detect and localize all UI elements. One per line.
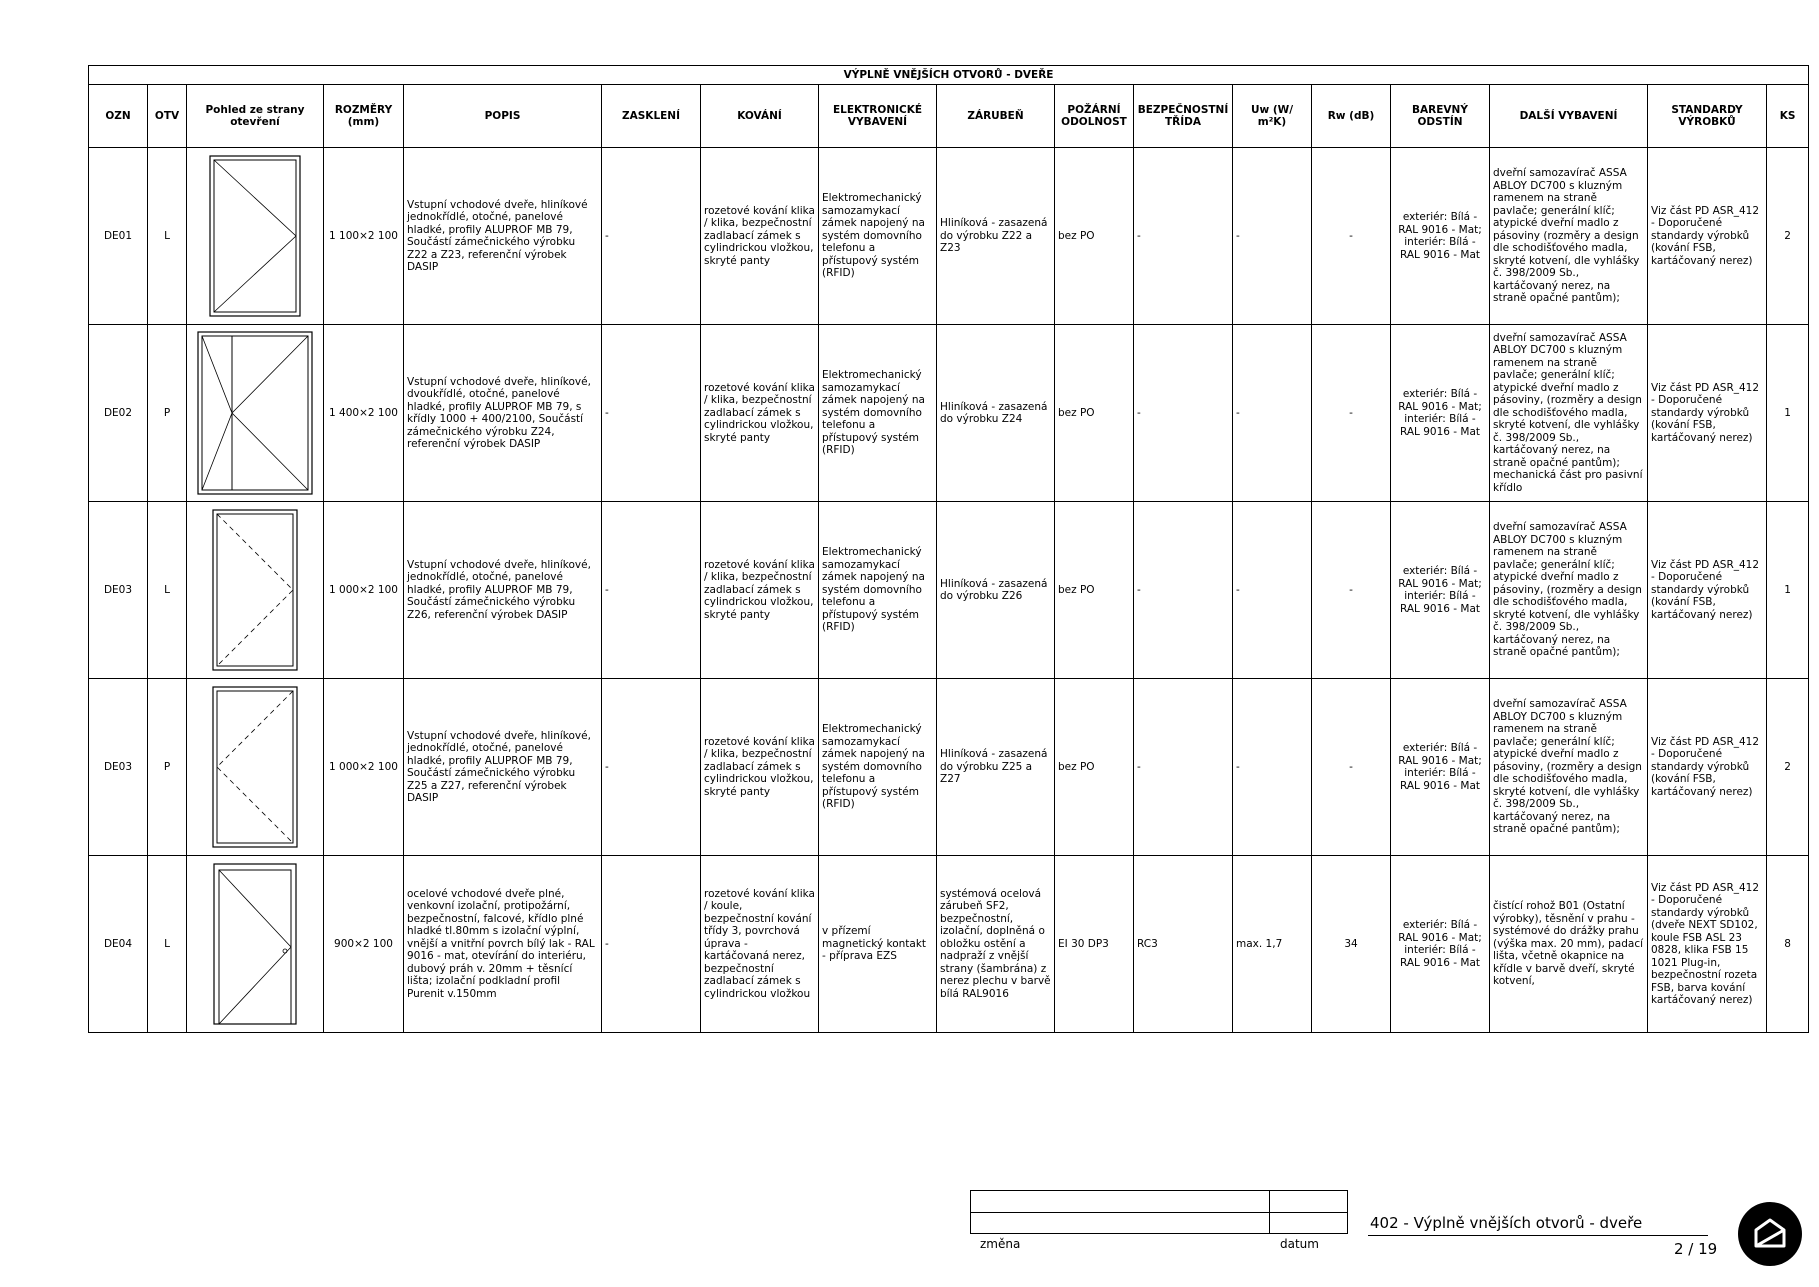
cell-zarubne: systémová ocelová zárubeň SF2, bezpečnostní, izolační, doplněná o obložku ostění a nadpraží z vnější strany (šambrána) z nerez plechu v barvě bílá RAL9016	[937, 856, 1055, 1033]
header-zarubne: ZÁRUBEŇ	[937, 85, 1055, 148]
cell-elektro: Elektromechanický samozamykací zámek napojený na systém domovního telefonu a přístupový systém (RFID)	[819, 325, 937, 502]
table-row	[89, 679, 1809, 856]
cell-rozmery: 1 000×2 100	[324, 679, 404, 856]
cell-barva: exteriér: Bílá - RAL 9016 - Mat; interiér: Bílá - RAL 9016 - Mat	[1391, 856, 1490, 1033]
header-dalsi: DALŠÍ VYBAVENÍ	[1490, 85, 1648, 148]
cell-uw: max. 1,7	[1233, 856, 1312, 1033]
cell-zaskleni: -	[602, 679, 701, 856]
header-ks: KS	[1767, 85, 1809, 148]
steel-door-icon	[213, 863, 297, 1025]
single-door-left-icon	[209, 155, 301, 317]
table-row	[89, 502, 1809, 679]
cell-dalsi: dveřní samozavírač ASSA ABLOY DC700 s kluzným ramenem na straně pavlače; generální klíč; atypické dveřní madlo z pásoviny (rozměry a design dle schodišťového madla, skryté kotvení, dle vyhlášky č. 398/2009 Sb., kartáčovaný nerez, na straně opačné pantům);	[1490, 148, 1648, 325]
cell-otv: L	[148, 502, 187, 679]
cell-uw: -	[1233, 148, 1312, 325]
cell-pozarni: bez PO	[1055, 502, 1134, 679]
door-elevation-drawing	[187, 679, 324, 856]
cell-barva: exteriér: Bílá - RAL 9016 - Mat; interiér: Bílá - RAL 9016 - Mat	[1391, 502, 1490, 679]
cell-ozn: DE04	[89, 856, 148, 1033]
revision-box	[970, 1190, 1348, 1234]
header-elektro: ELEKTRONICKÉ VYBAVENÍ	[819, 85, 937, 148]
cell-popis: Vstupní vchodové dveře, hliníkové, jednokřídlé, otočné, panelové hladké, profily ALUPROF MB 79, Součástí zámečnického výrobku Z25 a Z27, referenční výrobek DASIP	[404, 679, 602, 856]
cell-rozmery: 1 000×2 100	[324, 502, 404, 679]
cell-ozn: DE01	[89, 148, 148, 325]
cell-bezpecnost: RC3	[1134, 856, 1233, 1033]
single-door-left-icon	[212, 509, 298, 671]
cell-ks: 2	[1767, 679, 1809, 856]
cell-kovani: rozetové kování klika / klika, bezpečnostní zadlabací zámek s cylindrickou vložkou, skryté panty	[701, 679, 819, 856]
header-rozmery: ROZMĚRY (mm)	[324, 85, 404, 148]
cell-rw: 34	[1312, 856, 1391, 1033]
cell-pozarni: bez PO	[1055, 148, 1134, 325]
cell-kovani: rozetové kování klika / koule, bezpečnostní kování třídy 3, povrchová úprava - kartáčovaná nerez, bezpečnostní zadlabací zámek s cylindrickou vložkou	[701, 856, 819, 1033]
cell-bezpecnost: -	[1134, 502, 1233, 679]
header-zaskleni: ZASKLENÍ	[602, 85, 701, 148]
cell-elektro: Elektromechanický samozamykací zámek napojený na systém domovního telefonu a přístupový systém (RFID)	[819, 148, 937, 325]
cell-zaskleni: -	[602, 325, 701, 502]
table-title: VÝPLNĚ VNĚJŠÍCH OTVORŮ - DVEŘE	[89, 66, 1809, 85]
cell-pozarni: bez PO	[1055, 679, 1134, 856]
cell-otv: L	[148, 856, 187, 1033]
revision-divider	[971, 1212, 1347, 1213]
cell-zaskleni: -	[602, 856, 701, 1033]
door-elevation-drawing	[187, 148, 324, 325]
cell-barva: exteriér: Bílá - RAL 9016 - Mat; interiér: Bílá - RAL 9016 - Mat	[1391, 679, 1490, 856]
cell-dalsi: dveřní samozavírač ASSA ABLOY DC700 s kluzným ramenem na straně pavlače; generální klíč; atypické dveřní madlo z pásoviny, (rozměry a design dle schodišťového madla, skryté kotvení, dle vyhlášky č. 398/2009 Sb., kartáčovaný nerez, na straně opačné pantům); mechanická část pro pasivní křídlo	[1490, 325, 1648, 502]
cell-standardy: Viz část PD ASR_412 - Doporučené standardy výrobků (kování FSB, kartáčovaný nerez)	[1648, 148, 1767, 325]
cell-popis: Vstupní vchodové dveře, hliníkové, dvoukřídlé, otočné, panelové hladké, profily ALUPROF MB 79, s křídly 1000 + 400/2100, Součástí zámečnického výrobku Z24, referenční výrobek DASIP	[404, 325, 602, 502]
cell-kovani: rozetové kování klika / klika, bezpečnostní zadlabací zámek s cylindrickou vložkou, skryté panty	[701, 148, 819, 325]
sheet-title: 402 - Výplně vnějších otvorů - dveře	[1370, 1214, 1643, 1232]
cell-uw: -	[1233, 325, 1312, 502]
cell-popis: ocelové vchodové dveře plné, venkovní izolační, protipožární, bezpečnostní, falcové, křídlo plné hladké tl.80mm s izolační výplní, vnější a vnitřní povrch bílý lak - RAL 9016 - mat, otevírání do interiéru, dubový práh v. 20mm + těsnící lišta; izolační podkladní profil Purenit v.150mm	[404, 856, 602, 1033]
cell-ks: 8	[1767, 856, 1809, 1033]
header-popis: POPIS	[404, 85, 602, 148]
header-rw: Rw (dB)	[1312, 85, 1391, 148]
cell-bezpecnost: -	[1134, 679, 1233, 856]
sheet-title-underline	[1368, 1235, 1708, 1236]
revision-divider	[1269, 1191, 1270, 1233]
cell-dalsi: čistící rohož B01 (Ostatní výrobky), těsnění v prahu - systémové do drážky prahu (výška max. 20 mm), padací lišta, včetně okapnice na křídle v barvě dveří, skryté kotvení,	[1490, 856, 1648, 1033]
cell-standardy: Viz část PD ASR_412 - Doporučené standardy výrobků (dveře NEXT SD102, koule FSB ASL 23 0828, klika FSB 15 1021 Plug-in, bezpečnostní rozeta FSB, barva kování kartáčovaný nerez)	[1648, 856, 1767, 1033]
cell-popis: Vstupní vchodové dveře, hliníkové, jednokřídlé, otočné, panelové hladké, profily ALUPROF MB 79, Součástí zámečnického výrobku Z26, referenční výrobek DASIP	[404, 502, 602, 679]
header-pohled: Pohled ze strany otevření	[187, 85, 324, 148]
cell-otv: P	[148, 325, 187, 502]
table-row	[89, 325, 1809, 502]
header-pozarni: POŽÁRNÍ ODOLNOST	[1055, 85, 1134, 148]
cell-otv: P	[148, 679, 187, 856]
header-barva: BAREVNÝ ODSTÍN	[1391, 85, 1490, 148]
cell-zarubne: Hliníková - zasazená do výrobku Z26	[937, 502, 1055, 679]
cell-elektro: Elektromechanický samozamykací zámek napojený na systém domovního telefonu a přístupový systém (RFID)	[819, 502, 937, 679]
cell-uw: -	[1233, 502, 1312, 679]
datum-label: datum	[1280, 1237, 1319, 1251]
cell-rw: -	[1312, 679, 1391, 856]
cell-standardy: Viz část PD ASR_412 - Doporučené standardy výrobků (kování FSB, kartáčovaný nerez)	[1648, 502, 1767, 679]
door-elevation-drawing	[187, 856, 324, 1033]
company-logo-icon	[1738, 1202, 1802, 1266]
door-elevation-drawing	[187, 325, 324, 502]
cell-elektro: Elektromechanický samozamykací zámek napojený na systém domovního telefonu a přístupový systém (RFID)	[819, 679, 937, 856]
cell-ks: 1	[1767, 502, 1809, 679]
header-otv: OTV	[148, 85, 187, 148]
cell-zarubne: Hliníková - zasazená do výrobku Z22 a Z23	[937, 148, 1055, 325]
single-door-right-icon	[212, 686, 298, 848]
header-ozn: OZN	[89, 85, 148, 148]
cell-ks: 1	[1767, 325, 1809, 502]
cell-bezpecnost: -	[1134, 325, 1233, 502]
cell-pozarni: bez PO	[1055, 325, 1134, 502]
header-bezpecnost: BEZPEČNOSTNÍ TŘÍDA	[1134, 85, 1233, 148]
cell-standardy: Viz část PD ASR_412 - Doporučené standardy výrobků (kování FSB, kartáčovaný nerez)	[1648, 679, 1767, 856]
cell-barva: exteriér: Bílá - RAL 9016 - Mat; interiér: Bílá - RAL 9016 - Mat	[1391, 148, 1490, 325]
cell-ks: 2	[1767, 148, 1809, 325]
cell-dalsi: dveřní samozavírač ASSA ABLOY DC700 s kluzným ramenem na straně pavlače; generální klíč; atypické dveřní madlo z pásoviny, (rozměry a design dle schodišťového madla, skryté kotvení, dle vyhlášky č. 398/2009 Sb., kartáčovaný nerez, na straně opačné pantům);	[1490, 679, 1648, 856]
door-schedule-table	[88, 65, 1809, 1033]
cell-zarubne: Hliníková - zasazená do výrobku Z24	[937, 325, 1055, 502]
cell-ozn: DE03	[89, 502, 148, 679]
cell-ozn: DE03	[89, 679, 148, 856]
cell-kovani: rozetové kování klika / klika, bezpečnostní zadlabací zámek s cylindrickou vložkou, skryté panty	[701, 502, 819, 679]
cell-rozmery: 1 400×2 100	[324, 325, 404, 502]
header-uw: Uw (W/ m²K)	[1233, 85, 1312, 148]
table-row	[89, 148, 1809, 325]
cell-standardy: Viz část PD ASR_412 - Doporučené standardy výrobků (kování FSB, kartáčovaný nerez)	[1648, 325, 1767, 502]
cell-zaskleni: -	[602, 502, 701, 679]
cell-dalsi: dveřní samozavírač ASSA ABLOY DC700 s kluzným ramenem na straně pavlače; generální klíč; atypické dveřní madlo z pásoviny, (rozměry a design dle schodišťového madla, skryté kotvení, dle vyhlášky č. 398/2009 Sb., kartáčovaný nerez, na straně opačné pantům);	[1490, 502, 1648, 679]
cell-zarubne: Hliníková - zasazená do výrobku Z25 a Z27	[937, 679, 1055, 856]
cell-zaskleni: -	[602, 148, 701, 325]
header-kovani: KOVÁNÍ	[701, 85, 819, 148]
sheet-number: 2 / 19	[1674, 1240, 1718, 1258]
cell-rozmery: 1 100×2 100	[324, 148, 404, 325]
table-row	[89, 856, 1809, 1033]
cell-rw: -	[1312, 325, 1391, 502]
double-door-icon	[197, 331, 313, 495]
cell-uw: -	[1233, 679, 1312, 856]
door-elevation-drawing	[187, 502, 324, 679]
cell-otv: L	[148, 148, 187, 325]
cell-popis: Vstupní vchodové dveře, hliníkové jednokřídlé, otočné, panelové hladké, profily ALUPROF MB 79, Součástí zámečnického výrobku Z22 a Z23, referenční výrobek DASIP	[404, 148, 602, 325]
header-standardy: STANDARDY VÝROBKŮ	[1648, 85, 1767, 148]
cell-barva: exteriér: Bílá - RAL 9016 - Mat; interiér: Bílá - RAL 9016 - Mat	[1391, 325, 1490, 502]
cell-elektro: v přízemí magnetický kontakt - příprava EZS	[819, 856, 937, 1033]
cell-rw: -	[1312, 502, 1391, 679]
cell-ozn: DE02	[89, 325, 148, 502]
cell-pozarni: EI 30 DP3	[1055, 856, 1134, 1033]
cell-rw: -	[1312, 148, 1391, 325]
cell-bezpecnost: -	[1134, 148, 1233, 325]
cell-rozmery: 900×2 100	[324, 856, 404, 1033]
zmena-label: změna	[980, 1237, 1021, 1251]
cell-kovani: rozetové kování klika / klika, bezpečnostní zadlabací zámek s cylindrickou vložkou, skryté panty	[701, 325, 819, 502]
